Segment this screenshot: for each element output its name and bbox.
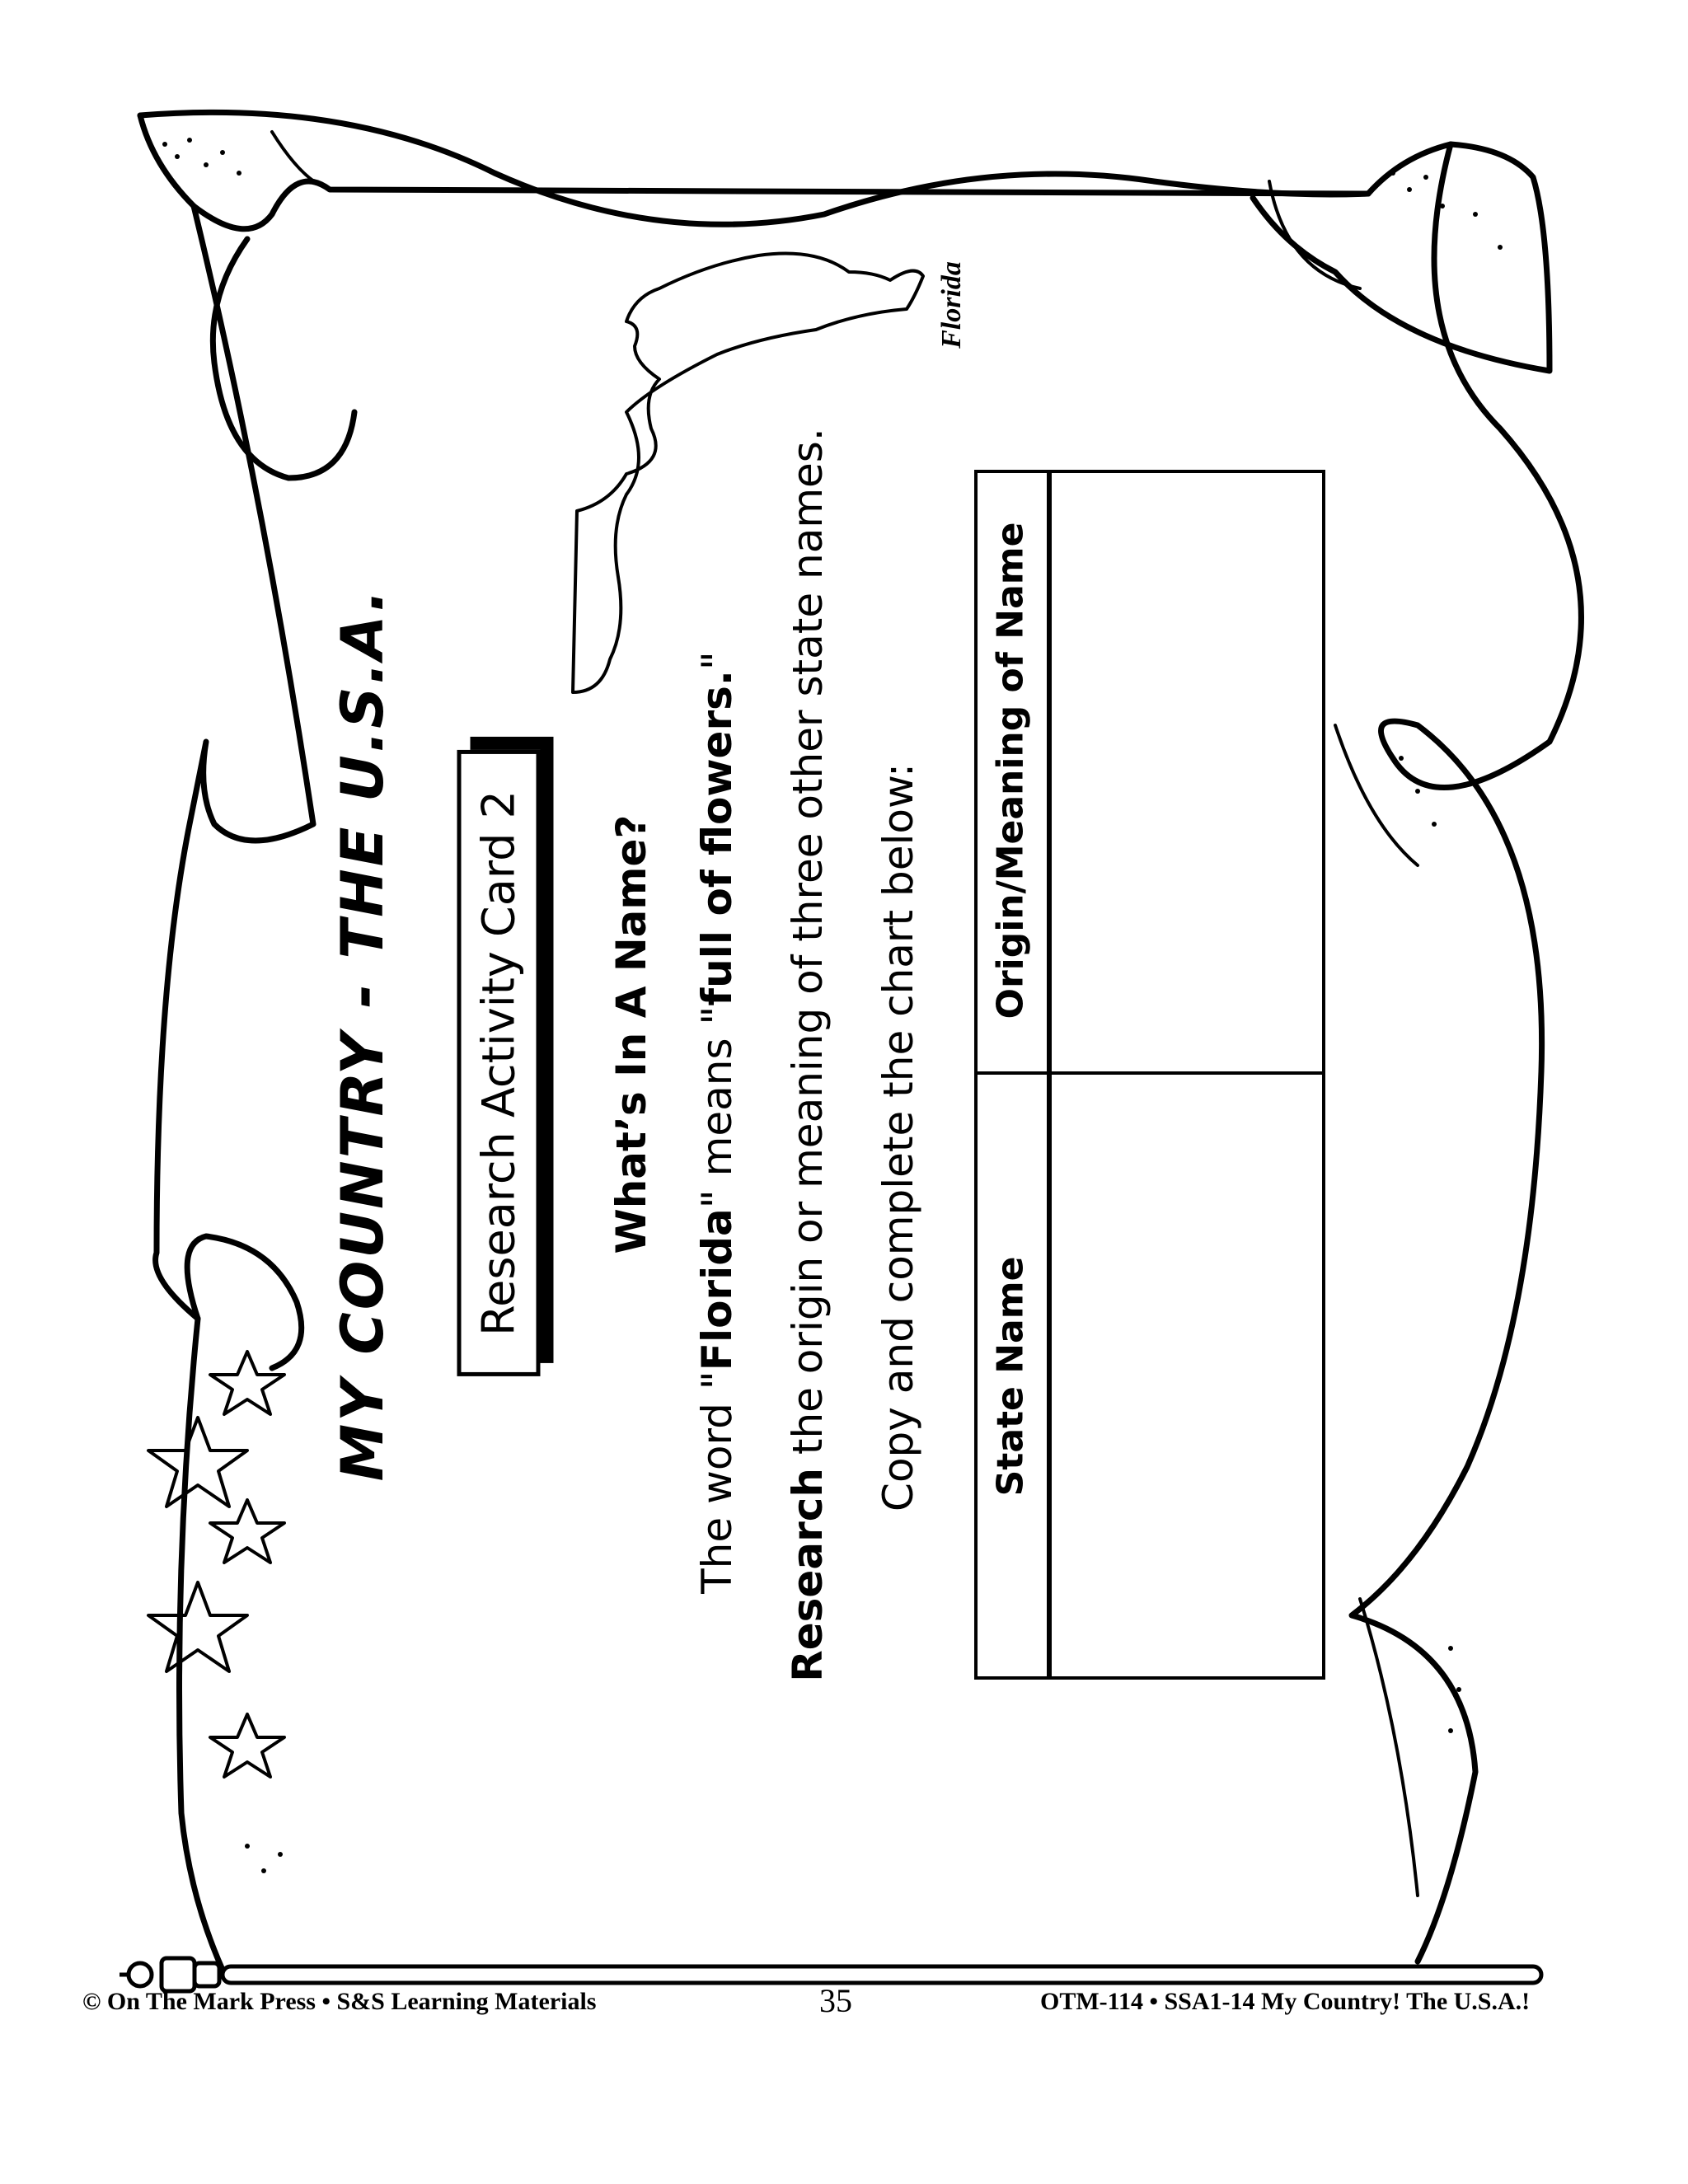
- page-title: MY COUNTRY - THE U.S.A.: [329, 587, 396, 1482]
- florida-meaning-text: [693, 651, 741, 1594]
- copy-instruction: Copy and complete the chart below:: [874, 763, 922, 1511]
- star-icon: [210, 1714, 284, 1777]
- chart-cell-state-name[interactable]: [1055, 1075, 1322, 1676]
- meaning-word: full of flowers.: [693, 670, 741, 1006]
- bottom-scroll-curl: [187, 1236, 302, 1368]
- research-rest: the origin or meaning of three other state names.: [784, 428, 832, 1469]
- page-number: 35: [819, 1982, 852, 2019]
- chart-header-origin: Origin/Meaning of Name: [989, 522, 1032, 1019]
- chart-header-divider: [1047, 473, 1052, 1676]
- footer-product-code: OTM-114 • SSA1-14 My Country! The U.S.A.!: [1040, 1988, 1531, 2015]
- footer-copyright: © On The Mark Press • S&S Learning Materials: [82, 1988, 597, 2015]
- top-scroll-curl: [140, 115, 1550, 371]
- research-instruction: [784, 428, 832, 1682]
- paragraph-middle: " means ": [693, 1005, 741, 1209]
- flag-left-edge: [156, 206, 313, 1970]
- subheading: What’s In A Name?: [607, 814, 655, 1254]
- star-icon: [148, 1582, 247, 1671]
- flag-right-edge: [1352, 144, 1581, 1961]
- florida-map-outline: [573, 254, 923, 693]
- activity-card-text: Research Activity Card 2: [472, 790, 525, 1336]
- activity-card-label: [457, 750, 541, 1376]
- research-bold: Research: [784, 1468, 832, 1682]
- map-label: Florida: [936, 261, 967, 349]
- star-icon: [148, 1418, 247, 1507]
- chart-header-state-name: State Name: [989, 1256, 1032, 1497]
- paragraph-suffix: ": [693, 651, 741, 671]
- star-icon: [210, 1352, 284, 1414]
- star-icon: [210, 1500, 284, 1563]
- state-word: Florida: [693, 1208, 741, 1371]
- paragraph-prefix: The word ": [693, 1371, 741, 1594]
- chart-cell-origin[interactable]: [1055, 473, 1322, 1071]
